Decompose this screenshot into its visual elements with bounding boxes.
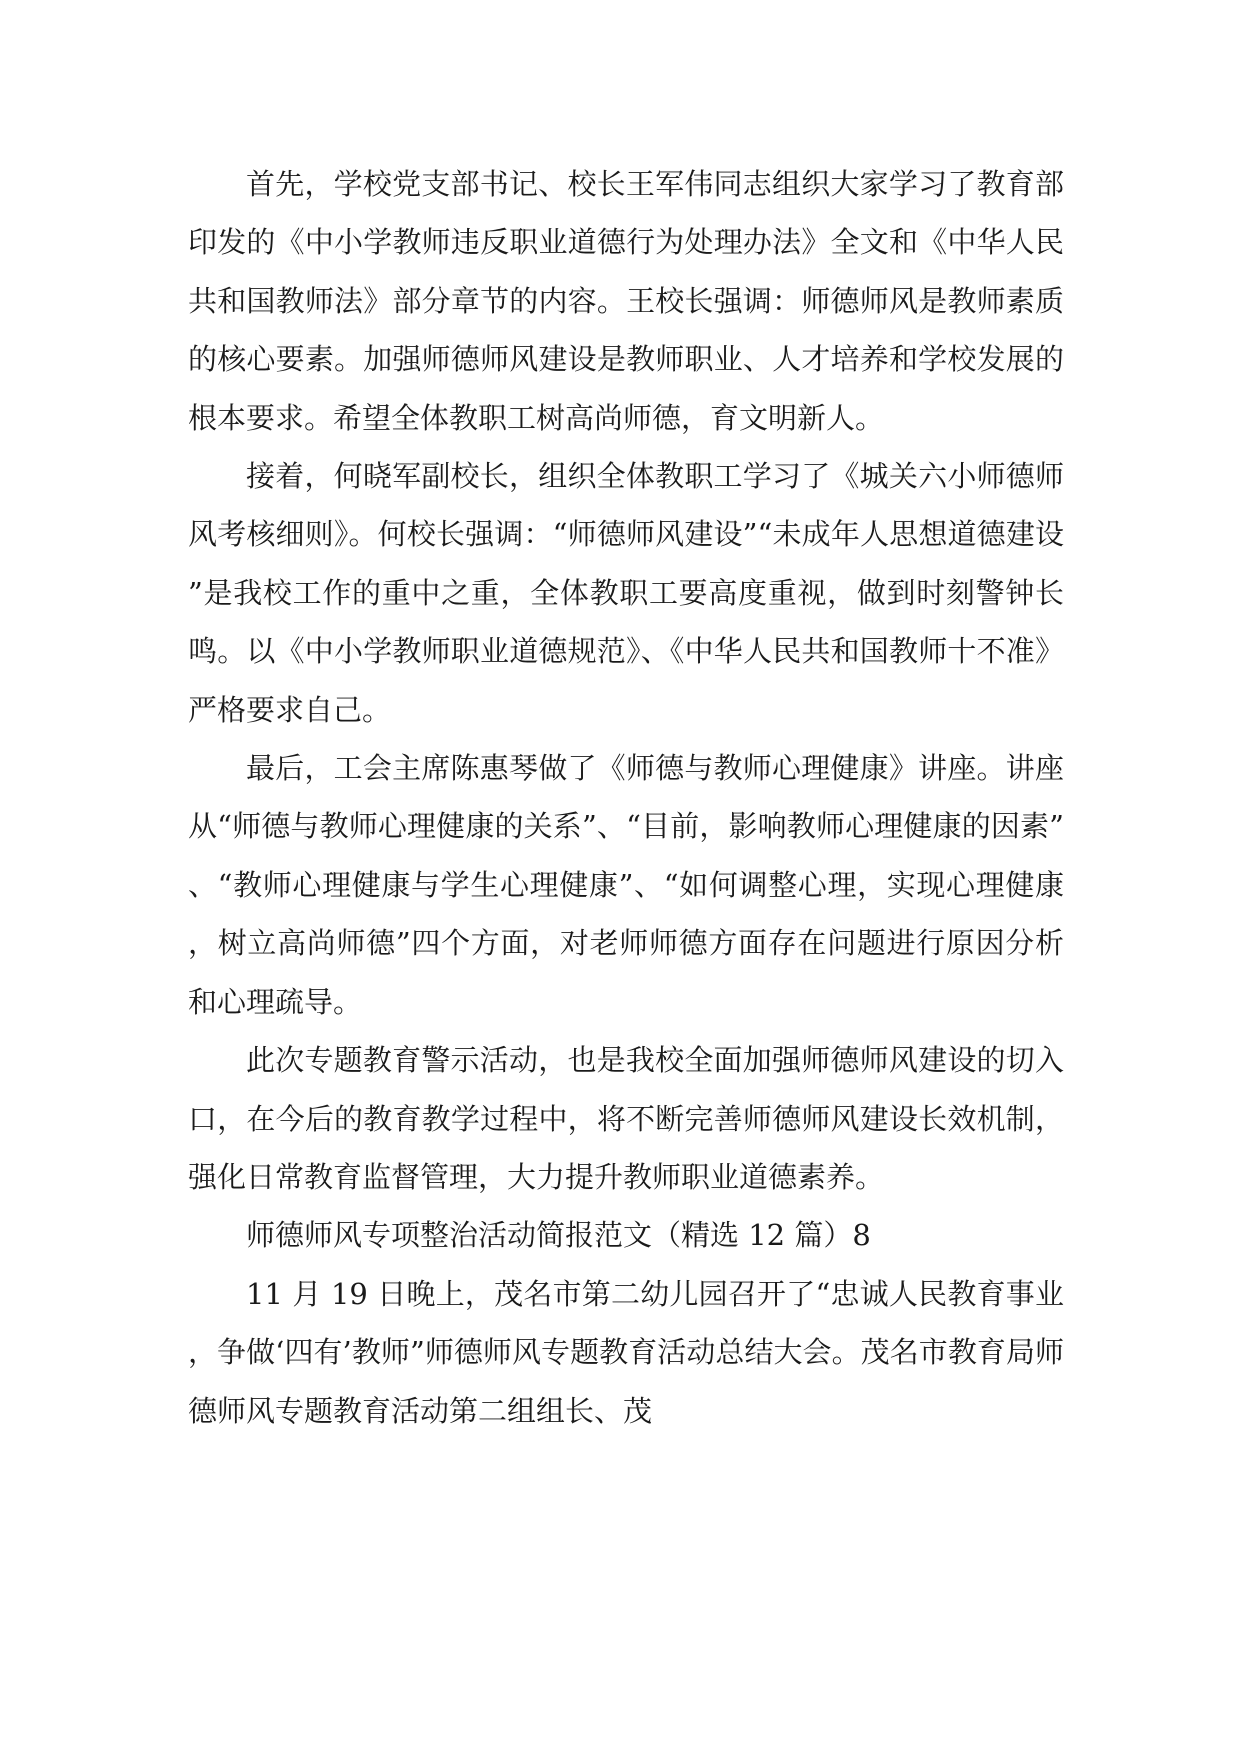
section-heading: 师德师风专项整治活动简报范文（精选 12 篇）8: [246, 1218, 871, 1253]
paragraph-kindergarten-meeting: 11 月 19 日晚上，茂名市第二幼儿园召开了“忠诚人民教育事业，争做‘四有’教师”师德师风专题教育活动总结大会。茂名市教育局师德师风专题教育活动第二组组长、茂: [188, 1276, 1064, 1428]
paragraph-vice-principal: 接着，何晓军副校长，组织全体教职工学习了《城关六小师德师风考核细则》。何校长强调：“师德师风建设”“未成年人思想道德建设”是我校工作的重中之重，全体教职工要高度重视，做到时刻警钟长鸣。以《中小学教师职业道德规范》、《中华人民共和国教师十不准》严格要求自己。: [188, 459, 1064, 727]
paragraph-union-lecture: 最后，工会主席陈惠琴做了《师德与教师心理健康》讲座。讲座从“师德与教师心理健康的关系”、“目前，影响教师心理健康的因素”、“教师心理健康与学生心理健康”、“如何调整心理，实现心理健康，树立高尚师德”四个方面，对老师师德方面存在问题进行原因分析和心理疏导。: [188, 751, 1064, 1019]
paragraph-conclusion: 此次专题教育警示活动，也是我校全面加强师德师风建设的切入口，在今后的教育教学过程中，将不断完善师德师风建设长效机制，强化日常教育监督管理，大力提升教师职业道德素养。: [188, 1043, 1064, 1194]
paragraph-opening-study: 首先，学校党支部书记、校长王军伟同志组织大家学习了教育部印发的《中小学教师违反职业道德行为处理办法》全文和《中华人民共和国教师法》部分章节的内容。王校长强调：师德师风是教师素质的核心要素。加强师德师风建设是教师职业、人才培养和学校发展的根本要求。希望全体教职工树高尚师德，育文明新人。: [188, 167, 1064, 435]
document-body: [188, 155, 1064, 1440]
